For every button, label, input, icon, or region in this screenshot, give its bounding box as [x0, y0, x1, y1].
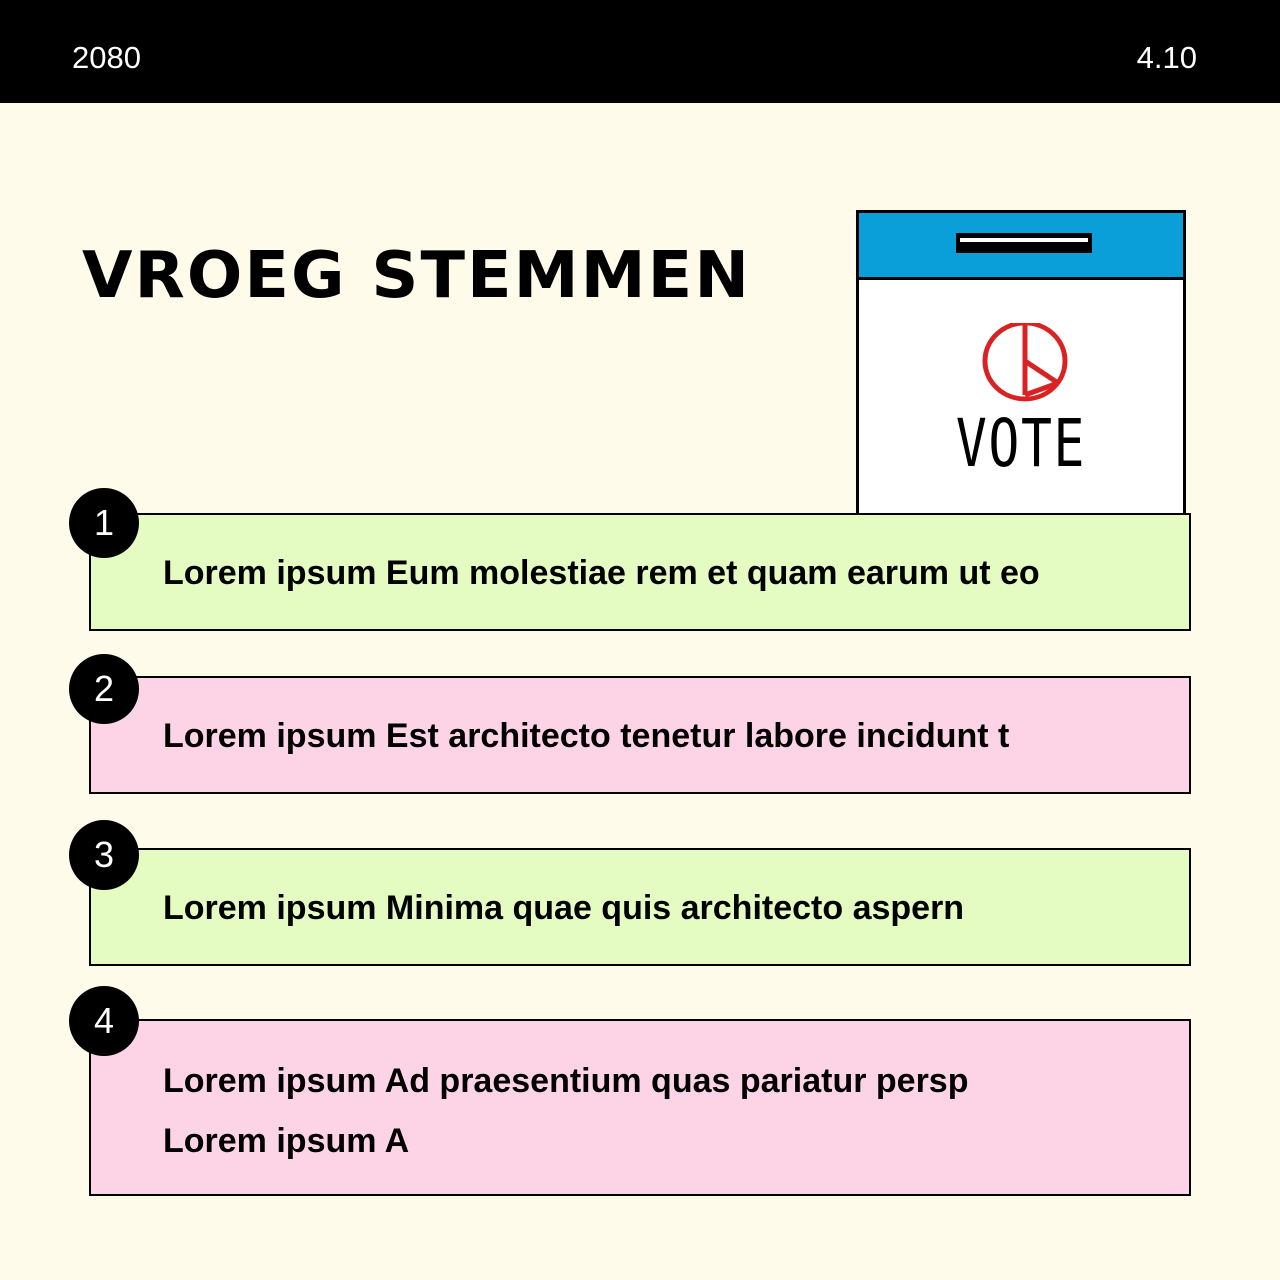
list-item	[89, 513, 1191, 631]
list-item	[89, 848, 1191, 966]
list-item-text: Lorem ipsum Est architecto tenetur labore incidunt t	[163, 717, 1010, 755]
ballot-mark-icon	[980, 323, 1070, 403]
list-item-text: Lorem ipsum Ad praesentium quas pariatur persp Lorem ipsum A	[163, 1062, 969, 1160]
ballot-slot	[956, 233, 1092, 253]
list-item	[89, 1019, 1191, 1196]
ballot-box-lid	[859, 213, 1183, 280]
page-title: VROEG STEMMEN	[82, 239, 751, 313]
list-item-text: Lorem ipsum Minima quae quis architecto aspern	[163, 889, 965, 927]
header-date: 4.10	[1136, 40, 1197, 75]
top-bar	[0, 0, 1280, 103]
header-year: 2080	[72, 40, 141, 75]
list-item-text: Lorem ipsum Eum molestiae rem et quam earum ut eo	[163, 554, 1040, 592]
list-item-number: 1	[69, 488, 139, 558]
list-item	[89, 676, 1191, 794]
list-item-number: 4	[69, 986, 139, 1056]
ballot-box-label: VOTE	[955, 405, 1087, 482]
list-item-number: 3	[69, 820, 139, 890]
ballot-box-illustration	[856, 210, 1186, 520]
list-item-number: 2	[69, 654, 139, 724]
